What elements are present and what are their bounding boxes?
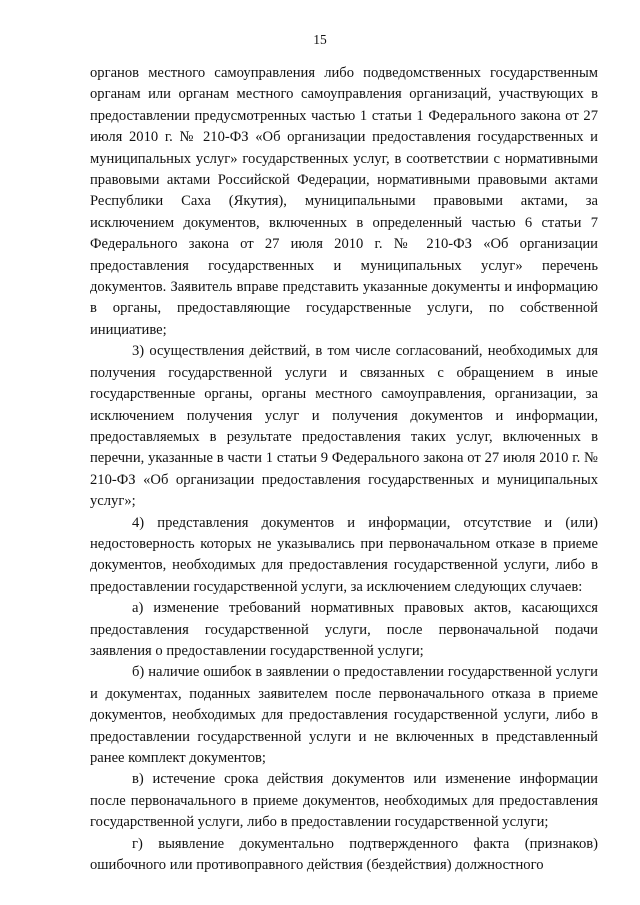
paragraph-subitem-v: в) истечение срока действия документов или изменение информации после первоначального в приеме документов, необходимых для предоставления государственной услуги, либо в предоставлении государственной услуги; xyxy=(90,771,598,831)
paragraph-item-3: 3) осуществления действий, в том числе согласований, необходимых для получения государственной услуги и связанных с обращением в иные государственные органы, органы местного самоуправления, организации, за исключением получения услуг и получения документов и информации, предоставляемых в результате предоставления таких услуг, включенных в перечни, указанные в части 1 статьи 9 Федерального закона от 27 июля 2010 г. № 210-ФЗ «Об организации предоставления государственных и муниципальных услуг»; xyxy=(90,343,598,510)
page-number: 15 xyxy=(313,32,327,47)
paragraph-continuation: органов местного самоуправления либо подведомственных государственным органам или органам местного самоуправления организаций, участвующих в предоставлении предусмотренных частью 1 статьи 1 Федерального закона от 27 июля 2010 г. № 210-ФЗ «Об организации предоставления государственных и муниципальных услуг» государственных услуг, в соответствии с нормативными правовыми актами Российской Федерации, нормативными правовыми актами Республики Саха (Якутия), муниципальными правовыми актами, за исключением документов, включенных в определенный частью 6 статьи 7 Федерального закона от 27 июля 2010 г. № 210-ФЗ «Об организации предоставления государственных и муниципальных услуг» перечень документов. Заявитель вправе представить указанные документы и информацию в органы, предоставляющие государственные услуги, по собственной инициативе; xyxy=(90,65,598,338)
paragraph-subitem-g: г) выявление документально подтвержденного факта (признаков) ошибочного или противоправного действия (бездействия) должностного xyxy=(90,835,598,874)
document-body xyxy=(90,63,598,876)
paragraph-item-4: 4) представления документов и информации, отсутствие и (или) недостоверность которых не указывались при первоначальном отказе в приеме документов, необходимых для предоставления государственной услуги, либо в предоставлении государственной услуги, за исключением следующих случаев: xyxy=(90,514,598,595)
paragraph-subitem-a: а) изменение требований нормативных правовых актов, касающихся предоставления государственной услуги, после первоначальной подачи заявления о предоставлении государственной услуги; xyxy=(90,600,598,659)
paragraph-subitem-b: б) наличие ошибок в заявлении о предоставлении государственной услуги и документах, поданных заявителем после первоначального отказа в приеме документов, необходимых для предоставления государственной услуги, либо в предоставлении государственной услуги и не включенных в представленный ранее комплект документов; xyxy=(90,664,598,766)
